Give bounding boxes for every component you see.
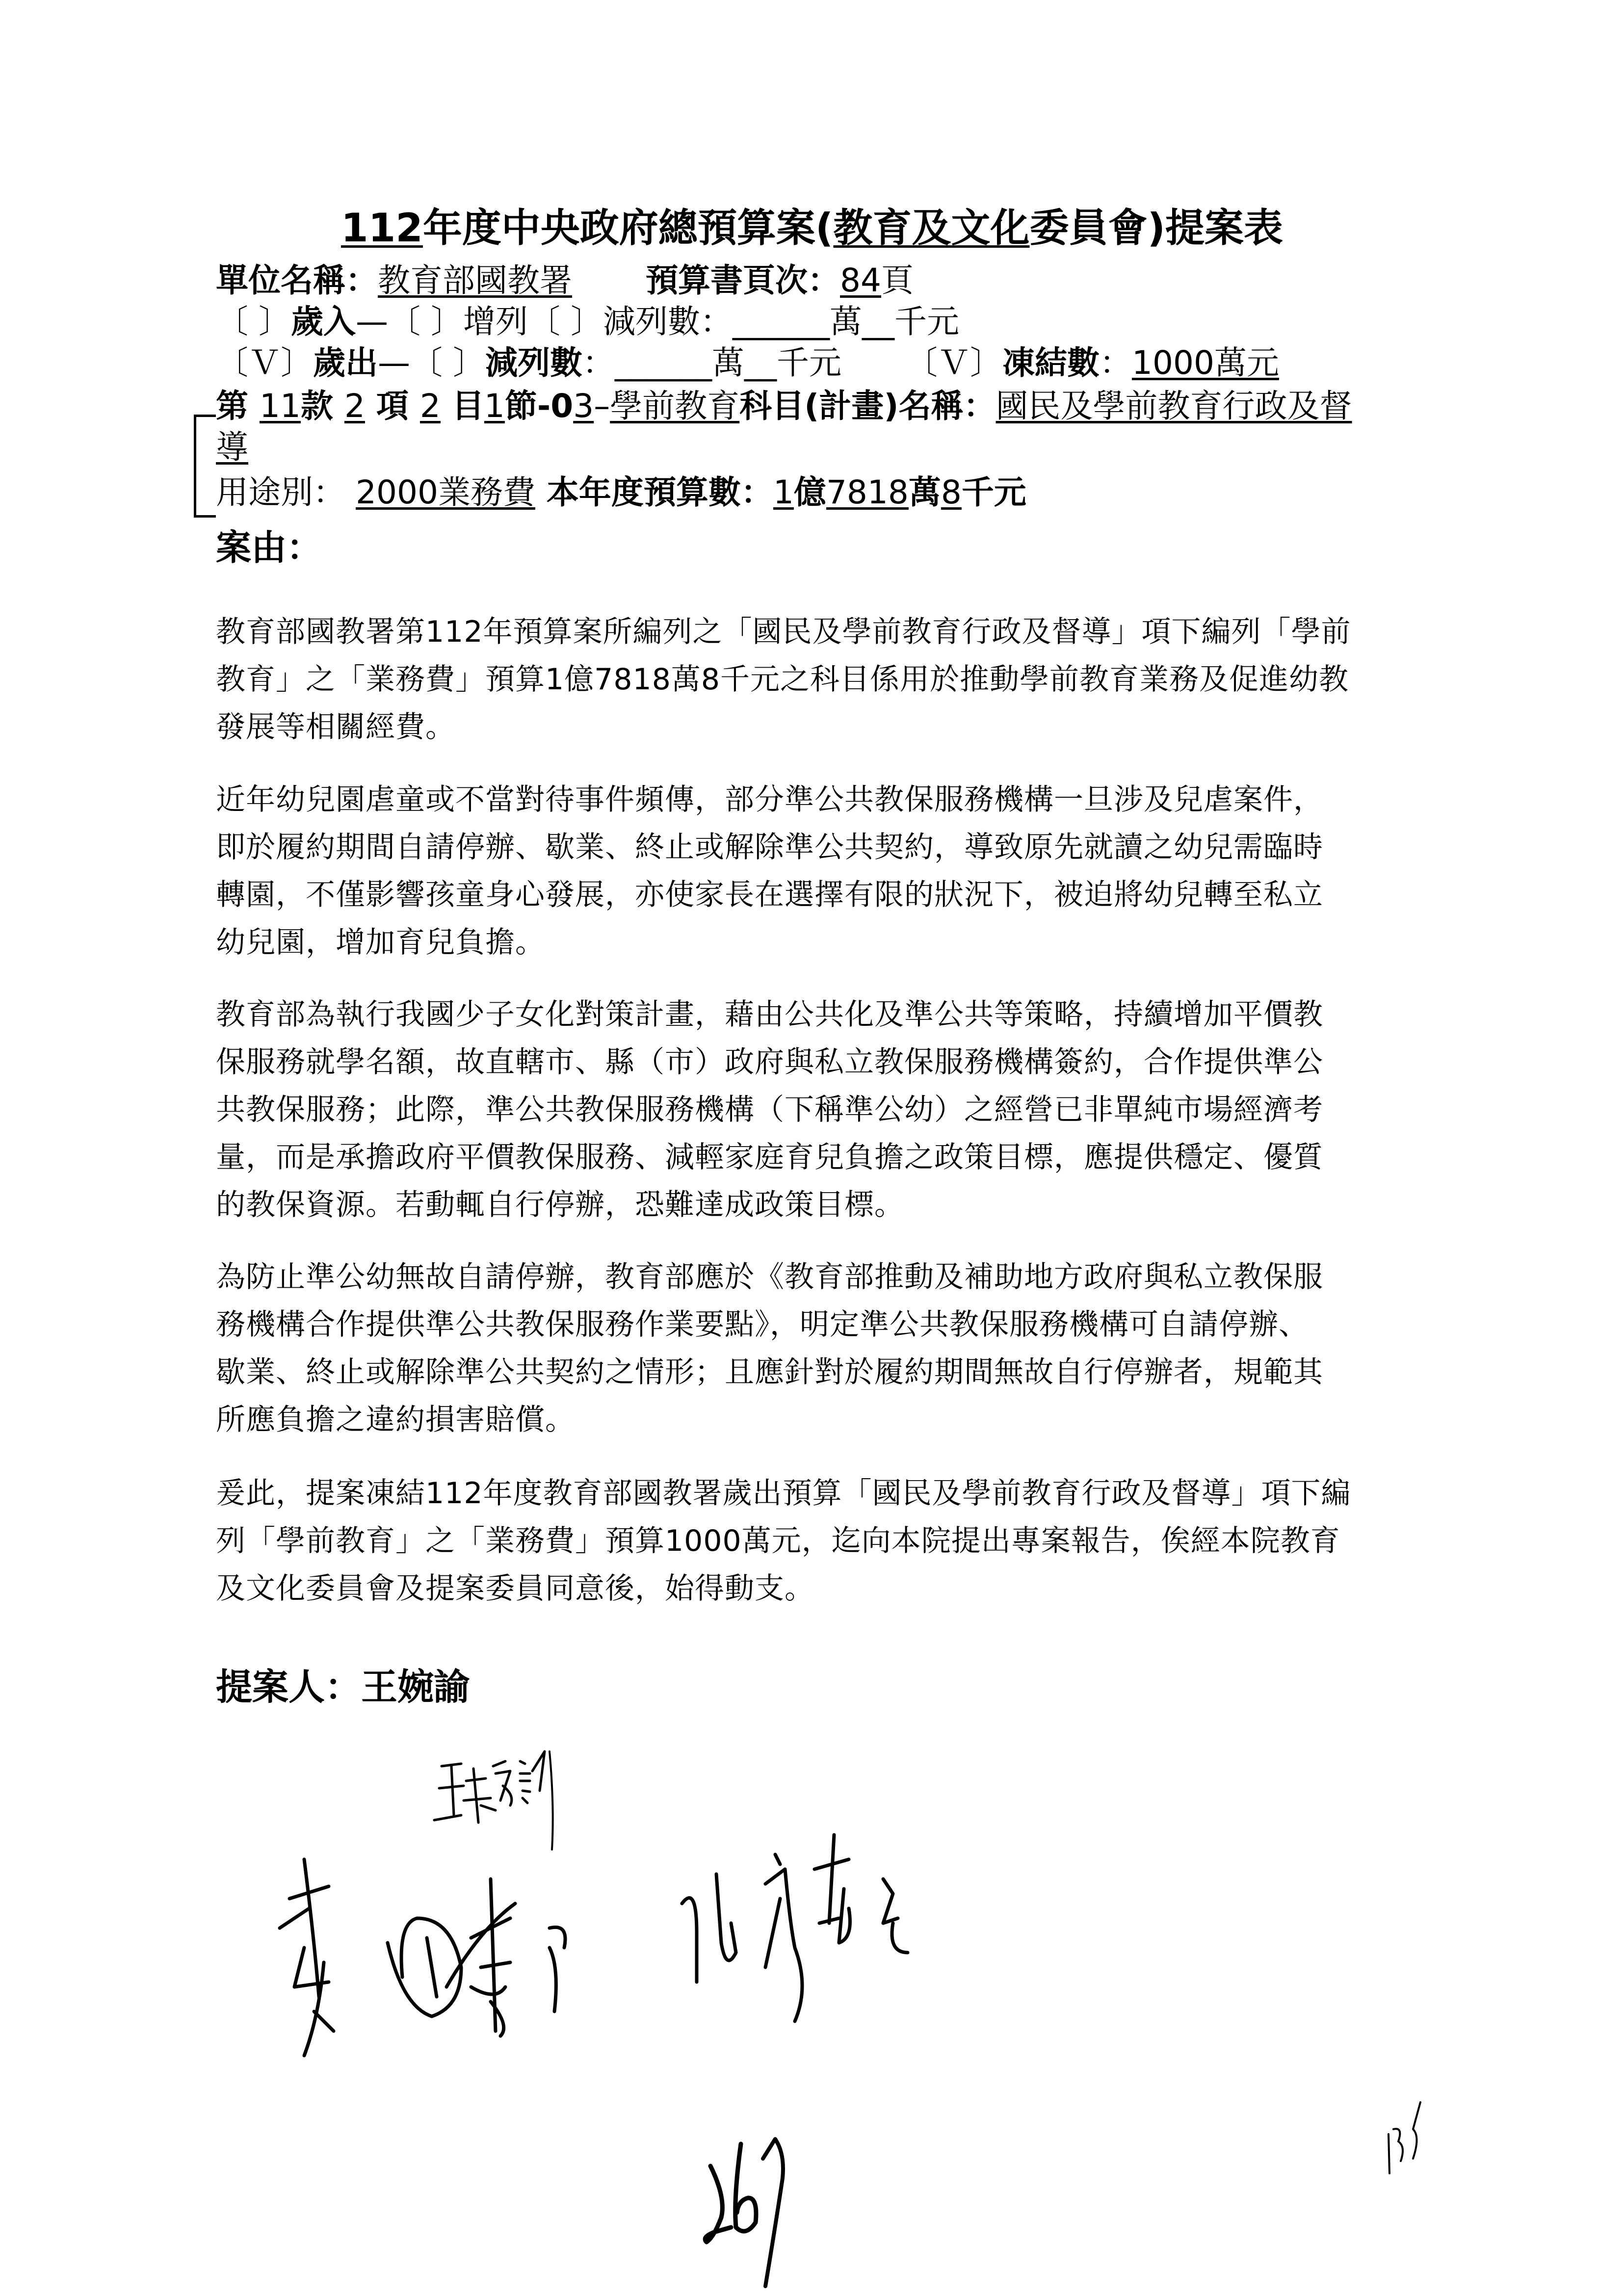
item-jie: 1 (484, 387, 505, 425)
reduce-label: 減列數 (485, 344, 582, 382)
paragraph-line: 為防止準公幼無故自請停辦，教育部應於《教育部推動及補助地方政府與私立教保服 (216, 1260, 1323, 1294)
proposer-line (216, 1658, 470, 1710)
paragraph-line: 務機構合作提供準公共教保服務作業要點》，明定準公共教保服務機構可自請停辦、 (216, 1307, 1309, 1342)
item-xiang-label: 項 (365, 387, 420, 425)
usage-line (216, 472, 1026, 513)
item-xiang: 2 (344, 387, 365, 425)
signature-chang (667, 1825, 1089, 2070)
paragraph-1 (216, 608, 1472, 751)
paragraph-line: 轉園，不僅影響孩童身心發展，亦使家長在選擇有限的狀況下，被迫將幼兒轉至私立 (216, 878, 1323, 912)
expense-wan: 萬 (711, 344, 744, 382)
paragraph-line: 歇業、終止或解除準公共契約之情形；且應針對於履約期間無故自行停辦者，規範其 (216, 1355, 1323, 1389)
paragraph-line: 所應負擔之違約損害賠償。 (216, 1403, 575, 1437)
expense-blank-qian: __ (744, 344, 777, 382)
revenue-line (216, 301, 959, 342)
item-plan-name: 國民及學前教育行政及督 (995, 387, 1352, 425)
paragraph-line: 教育部為執行我國少子女化對策計畫，藉由公共化及準公共等策略，持續增加平價教 (216, 997, 1323, 1032)
item-plan-name-cont: 導 (216, 428, 248, 466)
revenue-qian: 千元 (894, 303, 959, 340)
title-end: 委員會)提案表 (1029, 205, 1283, 251)
paragraph-3 (216, 991, 1472, 1229)
freeze-colon: ： (1099, 344, 1132, 382)
paragraph-line: 列「學前教育」之「業務費」預算1000萬元，迄向本院提出專案報告，俟經本院教育 (216, 1524, 1340, 1558)
unit-line (216, 260, 914, 301)
budget-yi: 1 (773, 473, 794, 511)
paragraph-line: 量，而是承擔政府平價教保服務、減輕家庭育兒負擔之政策目標，應提供穩定、優質 (216, 1140, 1323, 1174)
expense-label: 歲出 (313, 344, 378, 382)
paragraph-line: 及文化委員會及提案委員同意後，始得動支。 (216, 1571, 814, 1606)
paragraph-line: 幼兒園，增加育兒負擔。 (216, 925, 545, 960)
paragraph-line: 爰此，提案凍結112年度教育部國教署歲出預算「國民及學前教育行政及督導」項下編 (216, 1476, 1351, 1511)
item-code: 3 (573, 387, 594, 425)
item-di: 第 (216, 387, 260, 425)
item-mu-label: 目 (440, 387, 484, 425)
item-jie-label: 節-0 (504, 387, 574, 425)
title-year: 112 (341, 205, 423, 251)
proposer-name: 王婉諭 (361, 1666, 470, 1708)
revenue-checkbox: 〔 〕 (216, 303, 291, 340)
budget-wan-unit: 萬 (908, 473, 941, 511)
reason-label: 案由： (216, 527, 322, 568)
unit-label: 單位名稱： (216, 261, 378, 299)
freeze-value: 1000萬元 (1131, 344, 1279, 382)
freeze-label: 凍結數 (1002, 344, 1100, 382)
expense-dash: —〔 〕 (378, 344, 485, 382)
revenue-blank-wan: ______ (732, 303, 830, 340)
proposer-label: 提案人： (216, 1666, 361, 1708)
item-dash: – (594, 387, 610, 425)
budget-yi-unit: 億 (793, 473, 826, 511)
budget-label: 本年度預算數： (535, 473, 773, 511)
usage-value: 2000業務費 (355, 473, 535, 511)
reduce-colon: ： (582, 344, 615, 382)
paragraph-2 (216, 776, 1472, 966)
page-unit: 頁 (881, 261, 914, 299)
paragraph-line: 近年幼兒園虐童或不當對待事件頻傳，部分準公共教保服務機構一旦涉及兒虐案件， (216, 783, 1323, 817)
paragraph-line: 即於履約期間自請停辦、歇業、終止或解除準公共契約，導致原先就讀之幼兒需臨時 (216, 830, 1323, 864)
document-title (0, 196, 1624, 253)
expense-qian: 千元 (776, 344, 841, 382)
signature-huang (275, 1840, 716, 2065)
expense-blank-wan: ______ (614, 344, 712, 382)
paragraph-5 (216, 1470, 1472, 1613)
budget-wan: 7818 (826, 473, 909, 511)
paragraph-line: 發展等相關經費。 (216, 710, 455, 744)
item-line-cont (216, 427, 248, 468)
usage-label: 用途別： (216, 473, 356, 511)
revenue-blank-qian: __ (862, 303, 894, 340)
page-value: 84 (840, 261, 881, 299)
paragraph-line: 教育部國教署第112年預算案所編列之「國民及學前教育行政及督導」項下編列「學前 (216, 615, 1351, 649)
budget-qian: 8 (941, 473, 962, 511)
item-kuan: 11 (259, 387, 301, 425)
expense-line (216, 342, 1279, 384)
revenue-options: —〔 〕增列〔 〕減列數： (355, 303, 733, 340)
paragraph-line: 教育」之「業務費」預算1億7818萬8千元之科目係用於推動學前教育業務及促進幼教 (216, 662, 1349, 697)
budget-qian-unit: 千元 (961, 473, 1026, 511)
revenue-wan: 萬 (829, 303, 862, 340)
item-mu: 2 (419, 387, 441, 425)
page-label: 預算書頁次： (646, 261, 840, 299)
item-subject: 學前教育 (610, 387, 740, 425)
handwritten-number-right (1384, 2100, 1442, 2178)
paragraph-line: 保服務就學名額，故直轄市、縣（市）政府與私立教保服務機構簽約，合作提供準公 (216, 1045, 1323, 1079)
revenue-label: 歲入 (290, 303, 356, 340)
paragraph-line: 的教保資源。若動輒自行停辦，恐難達成政策目標。 (216, 1188, 904, 1222)
handwritten-number-center (702, 2139, 810, 2296)
paragraph-line: 共教保服務；此際，準公共教保服務機構（下稱準公幼）之經營已非單純市場經濟考 (216, 1093, 1323, 1127)
left-bracket (194, 415, 216, 518)
title-committee: 教育及文化 (833, 205, 1030, 251)
item-kuan-label: 款 (300, 387, 344, 425)
title-mid: 年度中央政府總預算案( (422, 205, 834, 251)
item-line (216, 386, 1352, 427)
freeze-checkbox: 〔Ｖ〕 (905, 344, 1002, 382)
paragraph-4 (216, 1253, 1472, 1444)
item-plan-label: 科目(計畫)名稱： (739, 387, 996, 425)
unit-value: 教育部國教署 (378, 261, 572, 299)
expense-checkbox: 〔Ｖ〕 (216, 344, 313, 382)
